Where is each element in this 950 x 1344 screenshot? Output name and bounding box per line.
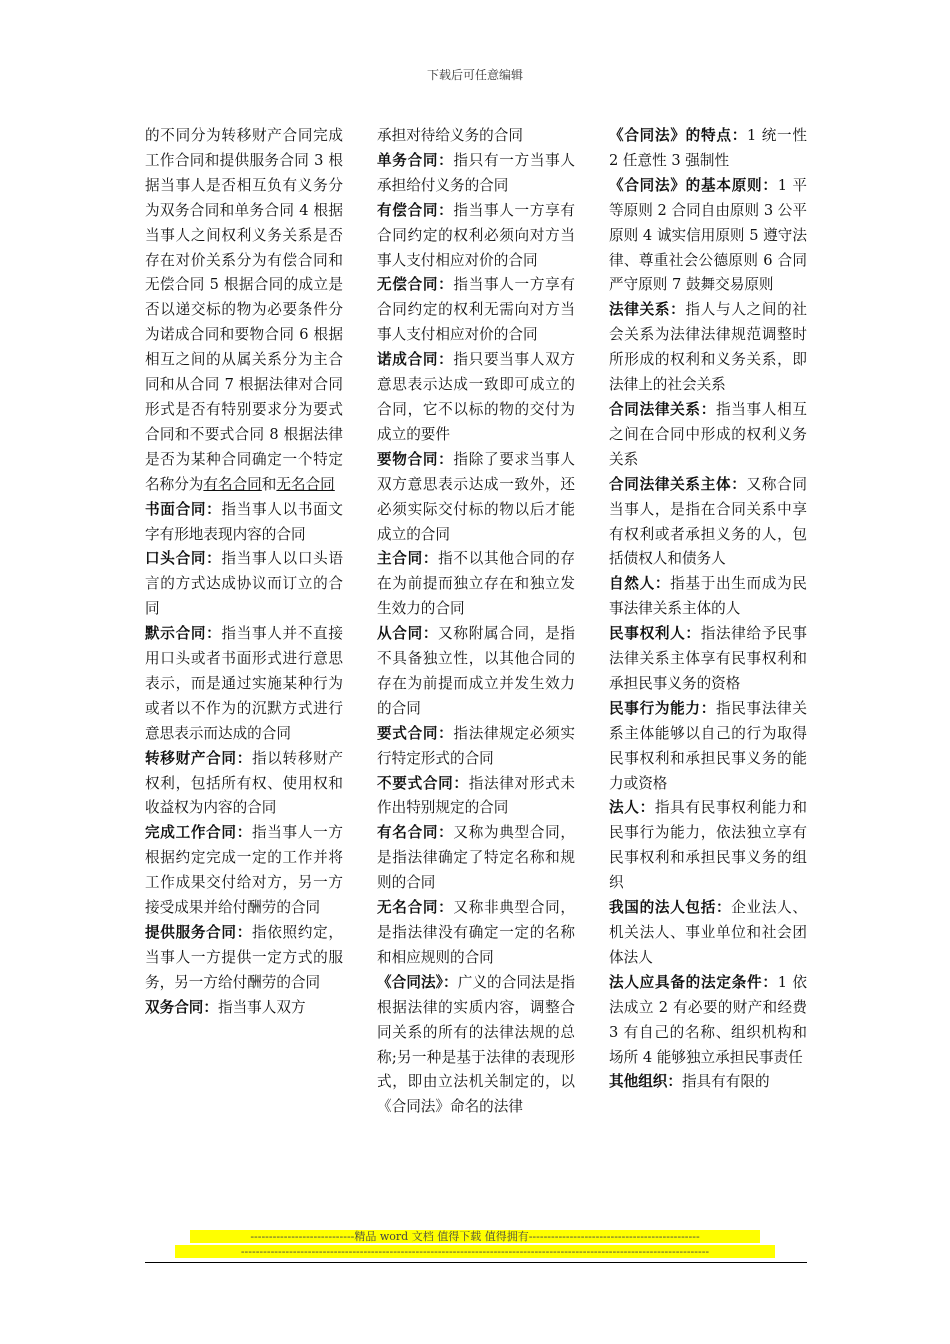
entry-definition: 指当事人以口头语言的方式达成协议而订立的合同 — [145, 550, 343, 618]
entry-term: 要物合同： — [377, 450, 454, 468]
entry-definition: 指具有有限的 — [681, 1073, 770, 1091]
definition-entry — [609, 1070, 807, 1095]
definition-entry — [377, 199, 575, 274]
definition-entry — [609, 622, 807, 697]
entry-definition: 指法律规定必须实行特定形式的合同 — [377, 724, 575, 767]
definition-entry — [377, 722, 575, 772]
entry-definition: 指当事人双方 — [217, 998, 306, 1016]
definition-entry — [377, 448, 575, 548]
entry-definition: 指只有一方当事人承担给付义务的合同 — [377, 151, 575, 194]
entry-definition: 指当事人以书面文字有形地表现内容的合同 — [145, 500, 343, 543]
entry-definition: 指当事人一方根据约定完成一定的工作并将工作成果交付给对方，另一方接受成果并给付酬劳的合同 — [145, 824, 343, 917]
entry-term: 《合同法》： — [377, 973, 458, 991]
entry-term: 合同法律关系： — [609, 400, 716, 418]
definition-entry — [609, 473, 807, 573]
entry-definition: 指人与人之间的社会关系为法律法律规范调整时所形成的权利和义务关系，即法律上的社会关系 — [609, 301, 807, 394]
entry-term: 自然人： — [609, 575, 671, 593]
definition-entry — [609, 697, 807, 797]
entry-definition: 指当事人相互之间在合同中形成的权利义务关系 — [609, 400, 807, 468]
conjunction-text: 和 — [261, 475, 277, 493]
definition-entry — [145, 921, 343, 996]
definition-entry — [377, 772, 575, 822]
entry-term: 法人： — [609, 799, 655, 817]
entry-term: 有名合同： — [377, 824, 454, 842]
definition-entry — [609, 124, 807, 174]
definition-entry — [145, 747, 343, 822]
entry-term: 《合同法》的基本原则： — [609, 176, 778, 194]
entry-term: 无名合同： — [377, 899, 454, 917]
definition-entry — [609, 572, 807, 622]
entry-definition: 又称为典型合同，是指法律确定了特定名称和规则的合同 — [377, 824, 575, 892]
entry-definition: 指具有民事权利能力和民事行为能力，依法独立享有民事权利和承担民事义务的组织 — [609, 799, 807, 892]
definition-entry — [609, 298, 807, 398]
definition-entry — [145, 498, 343, 548]
footer-banner: ----------------------------精品 word 文档 值得下载 值得拥有---------------------------------------------- — [190, 1230, 760, 1243]
entry-term: 双务合同： — [145, 998, 218, 1016]
entry-term: 提供服务合同： — [145, 924, 252, 941]
definition-entry — [145, 996, 343, 1021]
entry-definition: 指依照约定，当事人一方提供一定方式的服务，另一方给付酬劳的合同 — [145, 924, 343, 991]
entry-definition: 又称附属合同，是指不具备独立性，以其他合同的存在为前提而成立并发生效力的合同 — [377, 625, 575, 717]
named-contract-link: 有名合同 — [203, 475, 262, 493]
entry-definition: 指以转移财产权利，包括所有权、使用权和收益权为内容的合同 — [145, 749, 343, 817]
col2-intro: 承担对待给义务的合同 — [377, 127, 523, 144]
definition-entry — [145, 547, 343, 622]
entry-term: 《合同法》的特点： — [609, 127, 748, 144]
definition-entry — [609, 398, 807, 473]
entry-term: 完成工作合同： — [145, 824, 252, 842]
entry-definition: 企业法人、机关法人、事业单位和社会团体法人 — [609, 899, 807, 966]
page-header: 下载后可任意编辑 — [426, 68, 523, 82]
col1-intro-text: 的不同分为转移财产合同完成工作合同和提供服务合同 3 根据当事人是否相互负有义务分为双务合同和单务合同 4 根据当事人之间权利义务关系是否存在对价关系分为有偿合同和无偿合同 5 根据合同的成立是否以递交标的物为必要条件分为诺成合同和要物合同 6 根据相互之间的从属关系分为主合同和从合同 7 根据法律对合同形式是否有特别要求分为要式合同和不要式合同 8 根据法律是否为某种合同确定一个特定名称分为 — [145, 127, 343, 493]
entry-term: 主合同： — [377, 550, 439, 568]
entry-definition: 指民事法律关系主体能够以自己的行为取得民事权利和承担民事义务的能力或资格 — [609, 699, 807, 792]
entry-term: 从合同： — [377, 625, 439, 643]
definition-entry — [377, 348, 575, 448]
unnamed-contract-link: 无名合同 — [276, 475, 335, 493]
entry-definition: 指法律给予民事法律关系主体享有民事权利和承担民事义务的资格 — [609, 625, 807, 692]
definition-entry — [609, 174, 807, 299]
entry-definition: 指只要当事人双方意思表示达成一致即可成立的合同，它不以标的物的交付为成立的要件 — [377, 351, 575, 443]
entry-definition: 指除了要求当事人双方意思表示达成一致外，还必须实际交付标的物以后才能成立的合同 — [377, 450, 575, 543]
entry-definition: 指当事人并不直接用口头或者书面形式进行意思表示，而是通过实施某种行为或者以不作为的沉默方式进行意思表示而达成的合同 — [145, 625, 343, 742]
entry-term: 书面合同： — [145, 500, 222, 518]
entry-term: 有偿合同： — [377, 201, 454, 219]
definition-entry — [377, 149, 575, 199]
definition-entry — [377, 273, 575, 348]
entry-term: 无偿合同： — [377, 276, 454, 294]
entry-definition: 指基于出生而成为民事法律关系主体的人 — [609, 575, 807, 618]
entry-definition: 指法律对形式未作出特别规定的合同 — [377, 774, 575, 817]
entry-term: 要式合同： — [377, 724, 454, 742]
entry-term: 默示合同： — [145, 625, 222, 643]
entry-term: 法人应具备的法定条件： — [609, 973, 778, 991]
entry-definition: 广义的合同法是指根据法律的实质内容，调整合同关系的所有的法律法规的总称;另一种是基于法律的表现形式，即由立法机关制定的，以《合同法》命名的法律 — [377, 973, 575, 1116]
definition-entry — [377, 821, 575, 896]
entry-definition: 又称非典型合同，是指法律没有确定一定的名称和相应规则的合同 — [377, 899, 575, 966]
definition-entry — [377, 896, 575, 971]
definition-entry — [609, 971, 807, 1071]
definition-entry — [145, 821, 343, 921]
col1-intro — [145, 124, 343, 498]
entry-definition: 1 平等原则 2 合同自由原则 3 公平原则 4 诚实信用原则 5 遵守法律、尊重社会公德原则 6 合同严守原则 7 鼓舞交易原则 — [609, 176, 807, 294]
entry-definition: 指不以其他合同的存在为前提而独立存在和独立发生效力的合同 — [377, 550, 575, 618]
footer-rule — [145, 1262, 807, 1263]
entry-term: 民事权利人： — [609, 625, 701, 643]
definition-entry — [377, 971, 575, 1120]
entry-definition: 1 依法成立 2 有必要的财产和经费 3 有自己的名称、组织机构和场所 4 能够独立承担民事责任 — [609, 973, 807, 1066]
entry-term: 口头合同： — [145, 550, 222, 568]
entry-term: 我国的法人包括： — [609, 899, 732, 917]
definition-entry — [377, 622, 575, 722]
footer-dash-line: ------------------------------------------------------------------------------------------------------------------------------ — [175, 1245, 775, 1258]
entry-definition: 指当事人一方享有合同约定的权利必须向对方当事人支付相应对价的合同 — [377, 201, 575, 269]
entry-term: 法律关系： — [609, 301, 686, 319]
column-3 — [609, 124, 807, 1095]
definition-entry — [377, 547, 575, 622]
entry-definition: 指当事人一方享有合同约定的权利无需向对方当事人支付相应对价的合同 — [377, 276, 575, 344]
entry-term: 转移财产合同： — [145, 749, 252, 767]
entry-term: 其他组织： — [609, 1073, 682, 1091]
column-2 — [377, 124, 575, 1120]
entry-term: 诺成合同： — [377, 351, 454, 369]
definition-entry — [609, 896, 807, 971]
definition-entry — [145, 622, 343, 747]
entry-definition: 1 统一性 2 任意性 3 强制性 — [609, 127, 807, 169]
entry-term: 不要式合同： — [377, 774, 469, 792]
entry-term: 单务合同： — [377, 151, 454, 169]
entry-term: 合同法律关系主体： — [609, 475, 747, 493]
entry-definition: 又称合同当事人，是指在合同关系中享有权利或者承担义务的人，包括债权人和债务人 — [609, 475, 807, 568]
definition-entry — [609, 796, 807, 896]
column-1 — [145, 124, 343, 1021]
entry-term: 民事行为能力： — [609, 699, 716, 717]
